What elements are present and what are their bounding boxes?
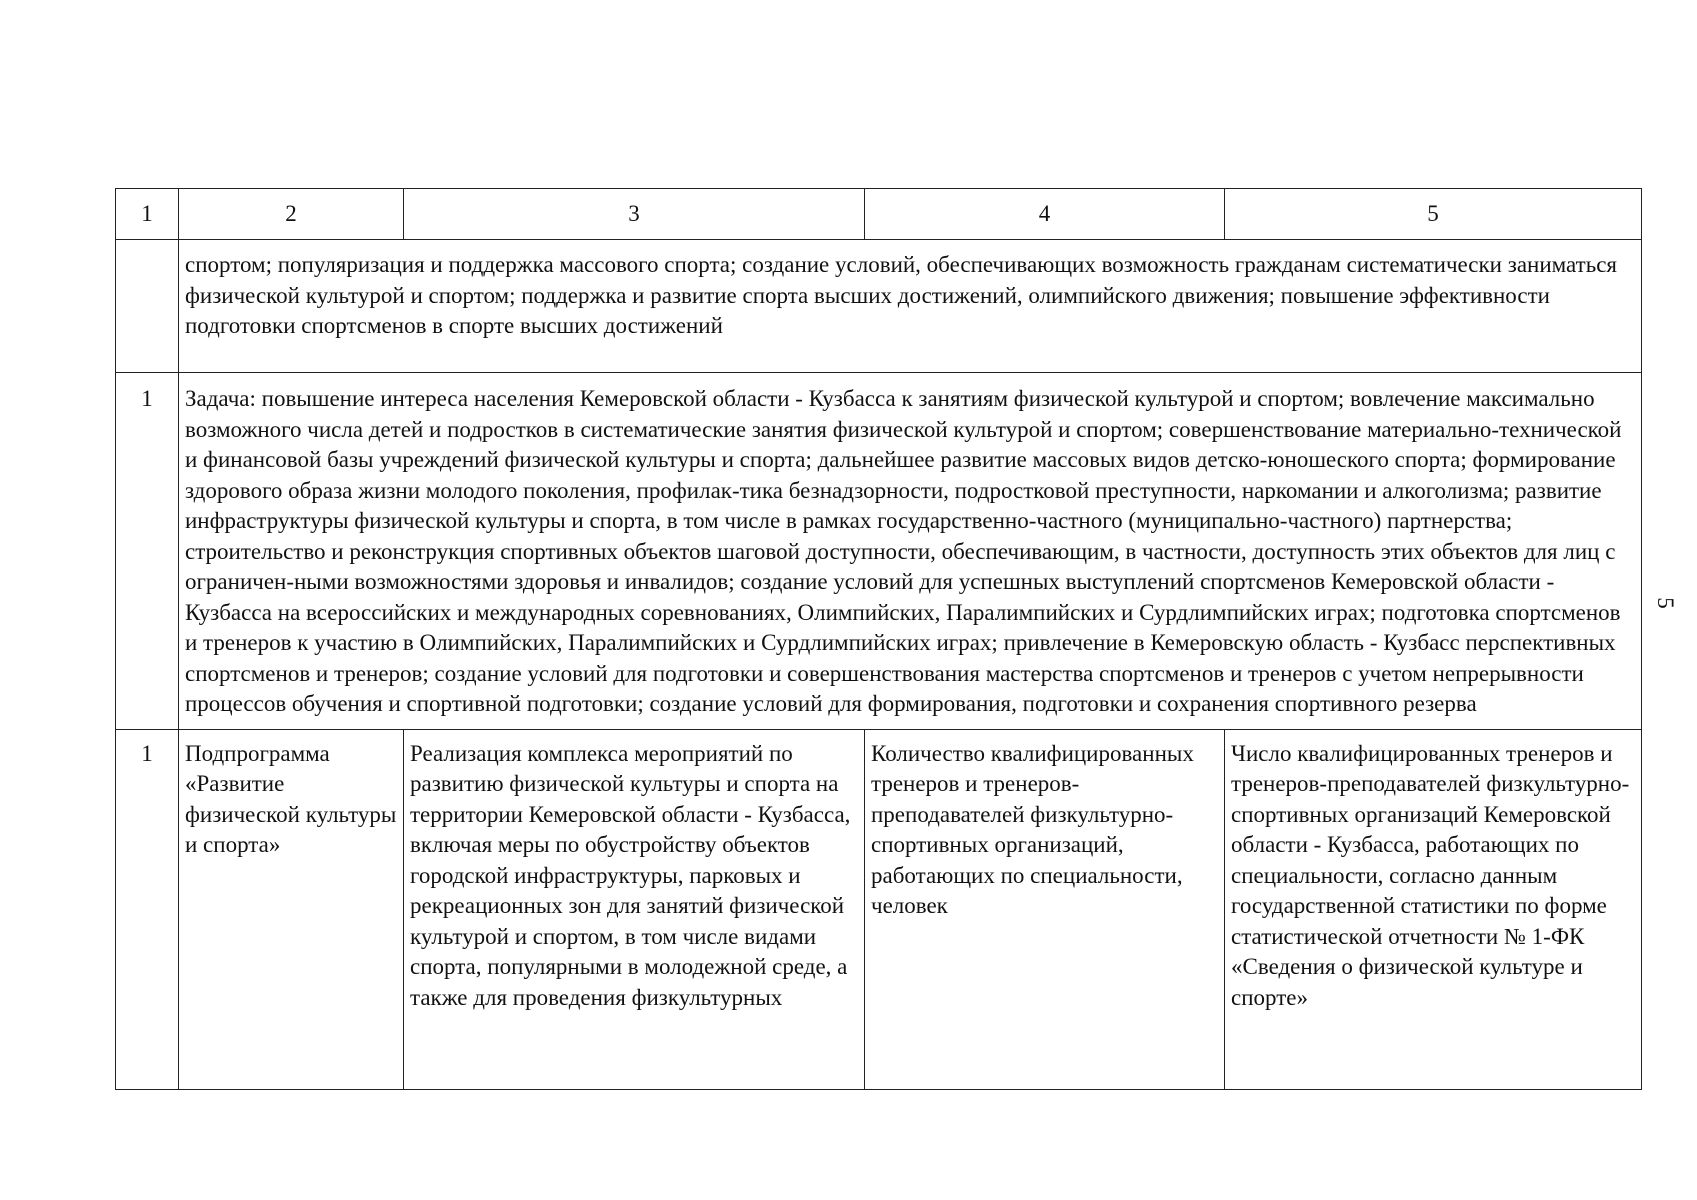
goal-row — [116, 240, 1642, 373]
column-number-2: 2 — [179, 189, 404, 240]
column-number-3: 3 — [404, 189, 865, 240]
page-number: 5 — [1653, 597, 1678, 609]
task-text: Задача: повышение интереса населения Кемеровской области - Кузбасса к занятиям физической культурой и спортом; вовлечение максимально возможного числа детей и подростков в систематические занятия физической культурой и спортом; совершенствование материально-технической и финансовой базы учреждений физической культуры и спорта; дальнейшее развитие массовых видов детско-юношеского спорта; формирование здорового образа жизни молодого поколения, профилак-тика безнадзорности, подростковой преступности, наркомании и алкоголизма; развитие инфраструктуры физической культуры и спорта, в том числе в рамках государственно-частного (муниципально-частного) партнерства; строительство и реконструкция спортивных объектов шаговой доступности, обеспечивающим, в частности, доступность этих объектов для лиц с ограничен-ными возможностями здоровья и инвалидов; создание условий для успешных выступлений спортсменов Кемеровской области - Кузбасса на всероссийских и международных соревнованиях, Олимпийских, Паралимпийских и Сурдлимпийских играх; подготовка спортсменов и тренеров к участию в Олимпийских, Паралимпийских и Сурдлимпийских играх; привлечение в Кемеровскую область - Кузбасс перспективных спортсменов и тренеров; создание условий для подготовки и совершенствования мастерства спортсменов и тренеров с учетом непрерывности процессов обучения и спортивной подготовки; создание условий для формирования, подготовки и сохранения спортивного резерва — [179, 373, 1642, 730]
indicator-name: Количество квалифицированных тренеров и тренеров-преподавателей физкультурно-спортивных организаций, работающих по специальности, человек — [865, 729, 1225, 1089]
column-number-1: 1 — [116, 189, 179, 240]
indicator-method: Число квалифицированных тренеров и тренеров-преподавателей физкультурно-спортивных организаций Кемеровской области - Кузбасса, работающих по специальности, согласно данным государственной статистики по форме статистической отчетности № 1-ФК «Сведения о физической культуре и спорте» — [1225, 729, 1642, 1089]
subprogram-row — [116, 729, 1642, 1089]
subprogram-name: Подпрограмма «Развитие физической культуры и спорта» — [179, 729, 404, 1089]
goal-text: спортом; популяризация и поддержка массового спорта; создание условий, обеспечивающих возможность гражданам систематически заниматься физической культурой и спортом; поддержка и развитие спорта высших достижений, олимпийского движения; повышение эффективности подготовки спортсменов в спорте высших достижений — [179, 240, 1642, 373]
column-number-5: 5 — [1225, 189, 1642, 240]
task-row — [116, 373, 1642, 730]
table-header-row — [116, 189, 1642, 240]
task-row-number: 1 — [116, 373, 179, 730]
column-number-4: 4 — [865, 189, 1225, 240]
goal-row-number — [116, 240, 179, 373]
subprogram-measures: Реализация комплекса мероприятий по развитию физической культуры и спорта на территории Кемеровской области - Кузбасса, включая меры по обустройству объектов городской инфраструктуры, парковых и рекреационных зон для занятий физической культурой и спортом, в том числе видами спорта, популярными в молодежной среде, а также для проведения физкультурных — [404, 729, 865, 1089]
subprogram-row-number: 1 — [116, 729, 179, 1089]
indicators-table — [115, 188, 1642, 1090]
